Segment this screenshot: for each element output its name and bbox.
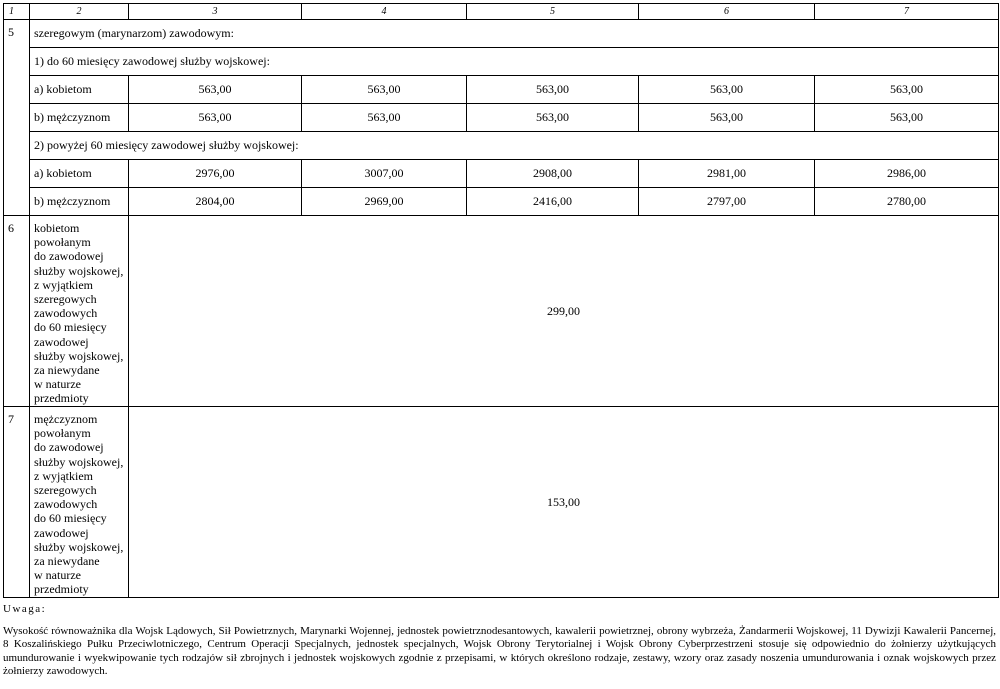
row-number: 6: [4, 216, 30, 407]
value-cell: 2976,00: [129, 160, 302, 188]
header-cell: 2: [30, 4, 129, 20]
description-line: do zawodowej: [34, 249, 104, 264]
value-cell: 563,00: [639, 104, 815, 132]
note-text: Wysokość równoważnika dla Wojsk Lądowych, Sił Powietrznych, Marynarki Wojennej, jednostek powietrznodesantowych, kawalerii powietrznej, obrony wybrzeża, Żandarmerii Wojskowej, 11 Dywizji Kawalerii Pancernej, 8 Koszalińskiego Pułku Przeciwlotniczego, Centrum Operacji Specjalnych, jednostek specjalnych, Wojsk Obrony Terytorialnej i Wojsk Obrony Cyberprzestrzeni stosuje się odpowiednio do żołnierzy użytkujących umundurowanie i wyekwipowanie tych rodzajów sił zbrojnych i jednostek wojskowych zgodnie z przepisami, w których określono rodzaje, zestawy, wzory oraz zasady noszenia umundurowania i oznak wojskowych przez żołnierzy zawodowych.: [3, 624, 996, 677]
table-row: [4, 132, 999, 160]
description-line: w naturze: [34, 568, 81, 583]
value-cell: 2804,00: [129, 188, 302, 216]
row-label: b) mężczyznom: [30, 104, 129, 132]
header-cell: 6: [639, 4, 815, 20]
description-line: przedmioty: [34, 582, 89, 597]
description-line: szeregowych: [34, 483, 97, 498]
description-line: zawodowych: [34, 497, 98, 512]
header-cell: 5: [467, 4, 639, 20]
allowance-table: [3, 3, 999, 598]
section-title: szeregowym (marynarzom) zawodowym:: [30, 20, 999, 48]
row-label: a) kobietom: [30, 160, 129, 188]
row-label: a) kobietom: [30, 76, 129, 104]
description-line: szeregowych: [34, 292, 97, 307]
value-cell: 563,00: [467, 104, 639, 132]
value-cell: 2908,00: [467, 160, 639, 188]
value-cell: 563,00: [129, 76, 302, 104]
value-cell: 2416,00: [467, 188, 639, 216]
description-line: służby wojskowej,: [34, 454, 124, 469]
note-title: Uwaga:: [3, 603, 47, 615]
subsection-title: 1) do 60 miesięcy zawodowej służby wojskowej:: [30, 48, 999, 76]
description-line: zawodowych: [34, 306, 98, 321]
value-cell: 2986,00: [815, 160, 999, 188]
header-cell: 3: [129, 4, 302, 20]
description-line: kobietom: [34, 221, 80, 235]
value-cell: 153,00: [129, 407, 999, 598]
row-number: 5: [4, 20, 30, 216]
description-line: przedmioty: [34, 391, 89, 406]
description-line: do 60 miesięcy: [34, 511, 107, 526]
subsection-title: 2) powyżej 60 miesięcy zawodowej służby wojskowej:: [30, 132, 999, 160]
value-cell: 2797,00: [639, 188, 815, 216]
row-description: [30, 216, 129, 407]
description-line: za niewydane: [34, 363, 100, 378]
description-line: powołanym: [34, 235, 91, 250]
value-cell: 563,00: [129, 104, 302, 132]
description-line: mężczyznom: [34, 412, 98, 426]
description-line: służby wojskowej,: [34, 539, 124, 554]
value-cell: 563,00: [639, 76, 815, 104]
value-cell: 2969,00: [302, 188, 467, 216]
description-line: za niewydane: [34, 554, 100, 569]
table-row: [4, 104, 999, 132]
value-cell: 563,00: [467, 76, 639, 104]
header-cell: 7: [815, 4, 999, 20]
table-row: [4, 407, 999, 598]
value-cell: 563,00: [815, 104, 999, 132]
description-line: zawodowej: [34, 525, 89, 540]
value-cell: 2780,00: [815, 188, 999, 216]
header-cell: 1: [4, 4, 30, 20]
description-line: do zawodowej: [34, 440, 104, 455]
note-section: [3, 603, 996, 679]
row-number: 7: [4, 407, 30, 598]
description-line: w naturze: [34, 377, 81, 392]
table-row: [4, 188, 999, 216]
row-description: [30, 407, 129, 598]
value-cell: 563,00: [302, 76, 467, 104]
table-row: [4, 48, 999, 76]
value-cell: 299,00: [129, 216, 999, 407]
description-line: do 60 miesięcy: [34, 320, 107, 335]
column-number-header: [4, 4, 999, 20]
description-line: powołanym: [34, 426, 91, 441]
row-label: b) mężczyznom: [30, 188, 129, 216]
value-cell: 2981,00: [639, 160, 815, 188]
description-line: służby wojskowej,: [34, 263, 124, 278]
value-cell: 563,00: [302, 104, 467, 132]
value-cell: 3007,00: [302, 160, 467, 188]
description-line: służby wojskowej,: [34, 348, 124, 363]
table-row: [4, 76, 999, 104]
description-line: zawodowej: [34, 334, 89, 349]
table-row: [4, 160, 999, 188]
table-row: [4, 20, 999, 48]
header-cell: 4: [302, 4, 467, 20]
table-row: [4, 216, 999, 407]
value-cell: 563,00: [815, 76, 999, 104]
description-line: z wyjątkiem: [34, 468, 93, 483]
description-line: z wyjątkiem: [34, 277, 93, 292]
